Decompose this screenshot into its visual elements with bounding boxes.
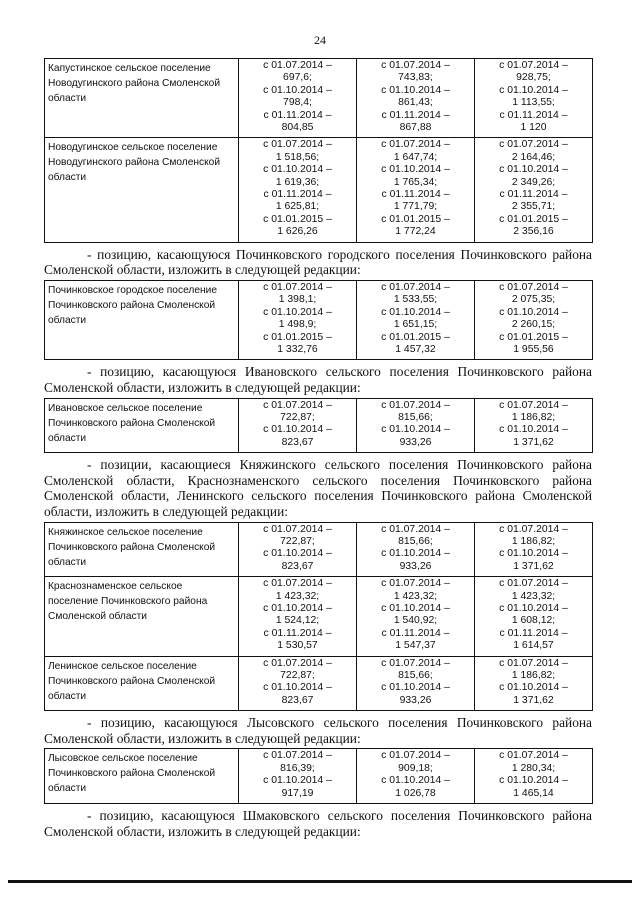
tariff-line: с 01.10.2014 – <box>381 682 450 694</box>
tariff-cell <box>475 749 593 804</box>
tariff-table <box>44 398 593 454</box>
tariff-line: с 01.10.2014 – <box>263 424 332 436</box>
tariff-line: 867,88 <box>399 122 432 134</box>
tariff-line: 1 371,62 <box>513 560 554 572</box>
settlement-name: Лысовское сельское поселение Починковского района Смоленской области <box>45 749 239 804</box>
tariff-line: с 01.11.2014 – <box>263 109 332 121</box>
tariff-line: с 01.11.2014 – <box>263 627 332 639</box>
tariff-line: 1 186,82; <box>511 669 556 681</box>
tariff-cell <box>475 138 593 242</box>
tariff-line: с 01.07.2014 – <box>263 281 332 293</box>
tariff-line: с 01.07.2014 – <box>263 750 332 762</box>
tariff-line: с 01.10.2014 – <box>263 306 332 318</box>
tariff-line: 1 772,24 <box>395 226 436 238</box>
tariff-line: 1 614,57 <box>513 640 554 652</box>
tariff-line: 1 026,78 <box>395 787 436 799</box>
tariff-line: с 01.11.2014 – <box>381 109 450 121</box>
tariff-line: 2 356,16 <box>513 226 554 238</box>
tariff-cell <box>357 749 475 804</box>
tariff-line: с 01.10.2014 – <box>381 306 450 318</box>
tariff-line: с 01.11.2014 – <box>499 189 568 201</box>
tariff-table <box>44 748 593 804</box>
table-row <box>45 656 593 711</box>
tariff-cell <box>357 522 475 577</box>
tariff-line: 815,66; <box>398 669 433 681</box>
tariff-line: 1 540,92; <box>393 615 438 627</box>
settlement-name: Княжинское сельское поселение Починковского района Смоленской области <box>45 522 239 577</box>
tariff-line: 1 398,1; <box>278 294 317 306</box>
tariff-line: с 01.07.2014 – <box>263 60 332 71</box>
tariff-cell <box>239 138 357 242</box>
bottom-rule <box>8 880 632 883</box>
tariff-line: 815,66; <box>398 535 433 547</box>
tariff-line: с 01.10.2014 – <box>263 682 332 694</box>
tariff-cell <box>239 749 357 804</box>
table-row <box>45 138 593 242</box>
tariff-line: с 01.07.2014 – <box>381 281 450 293</box>
tariff-line: с 01.07.2014 – <box>499 523 568 535</box>
tariff-cell <box>475 577 593 656</box>
tariff-line: с 01.07.2014 – <box>381 750 450 762</box>
tariff-line: 804,85 <box>281 122 314 134</box>
tariff-line: 816,39; <box>280 762 315 774</box>
tariff-line: 1 186,82; <box>511 535 556 547</box>
tariff-line: 823,67 <box>281 436 314 448</box>
tariff-line: с 01.10.2014 – <box>263 164 332 176</box>
tariff-line: 2 075,35; <box>511 294 556 306</box>
tariff-line: с 01.11.2014 – <box>381 627 450 639</box>
tariff-line: 1 498,9; <box>278 319 317 331</box>
tariff-line: 1 608,12; <box>511 615 556 627</box>
tariff-line: с 01.10.2014 – <box>499 424 568 436</box>
tariff-line: 1 465,14 <box>513 787 554 799</box>
tariff-line: с 01.10.2014 – <box>499 164 568 176</box>
tariff-line: с 01.10.2014 – <box>381 424 450 436</box>
tariff-cell <box>357 138 475 242</box>
tariff-line: 1 619,36; <box>275 176 320 188</box>
settlement-name: Капустинское сельское поселение Новодугинского района Смоленской области <box>45 59 239 138</box>
tariff-line: 1 771,79; <box>393 201 438 213</box>
tariff-cell <box>357 577 475 656</box>
tariff-line: с 01.10.2014 – <box>499 602 568 614</box>
tariff-line: 722,87; <box>280 535 315 547</box>
tariff-line: с 01.11.2014 – <box>499 109 568 121</box>
tariff-line: 1 371,62 <box>513 694 554 706</box>
tariff-line: 1 533,55; <box>393 294 438 306</box>
tariff-line: с 01.07.2014 – <box>499 750 568 762</box>
tariff-line: с 01.10.2014 – <box>263 602 332 614</box>
tariff-line: 823,67 <box>281 694 314 706</box>
instruction-paragraph: - позицию, касающуюся Ивановского сельского поселения Починковского района Смоленской области, изложить в следующей редакции: <box>44 364 592 395</box>
tariff-line: 928,75; <box>516 72 551 84</box>
tariff-table <box>44 58 593 243</box>
table-row <box>45 522 593 577</box>
tariff-line: с 01.07.2014 – <box>381 657 450 669</box>
tariff-line: с 01.07.2014 – <box>263 399 332 411</box>
tariff-line: 1 423,32; <box>275 590 320 602</box>
tariff-line: 1 423,32; <box>393 590 438 602</box>
tariff-line: с 01.07.2014 – <box>499 139 568 151</box>
tariff-line: с 01.01.2015 – <box>263 213 332 225</box>
tariff-line: с 01.10.2014 – <box>263 775 332 787</box>
tariff-line: 1 765,34; <box>393 176 438 188</box>
tariff-line: 2 260,15; <box>511 319 556 331</box>
tariff-line: с 01.10.2014 – <box>499 682 568 694</box>
tariff-cell <box>475 522 593 577</box>
table-row <box>45 280 593 359</box>
instruction-paragraph: - позицию, касающуюся Починковского городского поселения Починковского района Смоленской области, изложить в следующей редакции: <box>44 246 592 278</box>
tariff-line: 815,66; <box>398 411 433 423</box>
tariff-line: 933,26 <box>399 694 432 706</box>
instruction-paragraph: - позиции, касающиеся Княжинского сельского поселения Починковского района Смоленской области, Краснознаменского сельского поселения Починковского района Смоленской области, Ленинского сельского поселения Починковского района Смоленской области, изложить в следующей редакции: <box>44 457 592 519</box>
settlement-name: Краснознаменское сельское поселение Починковского района Смоленской области <box>45 577 239 656</box>
tariff-line: 823,67 <box>281 560 314 572</box>
tariff-line: 1 371,62 <box>513 436 554 448</box>
tariff-cell <box>357 59 475 138</box>
tariff-line: с 01.07.2014 – <box>499 657 568 669</box>
tariff-line: 1 113,55; <box>512 97 555 109</box>
tariff-line: 1 625,81; <box>275 201 320 213</box>
tariff-line: 2 355,71; <box>511 201 556 213</box>
table-row <box>45 59 593 138</box>
tariff-line: с 01.07.2014 – <box>381 139 450 151</box>
tariff-line: 1 457,32 <box>395 343 436 355</box>
tariff-line: 798,4; <box>283 97 312 109</box>
tariff-line: 2 349,26; <box>511 176 556 188</box>
tariff-line: с 01.10.2014 – <box>499 84 568 96</box>
tariff-line: с 01.01.2015 – <box>263 331 332 343</box>
tariff-line: с 01.07.2014 – <box>499 399 568 411</box>
tariff-line: с 01.01.2015 – <box>381 331 450 343</box>
table-row <box>45 749 593 804</box>
tariff-cell <box>357 656 475 711</box>
tariff-line: с 01.07.2014 – <box>263 657 332 669</box>
tariff-cell <box>475 59 593 138</box>
tariff-table <box>44 280 593 360</box>
tariff-line: с 01.10.2014 – <box>381 84 450 96</box>
tariff-line: 1 547,37 <box>395 640 436 652</box>
tariff-line: с 01.07.2014 – <box>263 523 332 535</box>
tariff-line: с 01.07.2014 – <box>499 281 568 293</box>
tariff-cell <box>239 280 357 359</box>
table-row <box>45 398 593 453</box>
tariff-line: 1 524,12; <box>275 615 320 627</box>
instruction-paragraph: - позицию, касающуюся Лысовского сельского поселения Починковского района Смоленской области, изложить в следующей редакции: <box>44 715 592 746</box>
tariff-line: с 01.11.2014 – <box>381 189 450 201</box>
tariff-line: с 01.10.2014 – <box>381 548 450 560</box>
page-number: 24 <box>314 33 326 47</box>
tariff-cell <box>475 280 593 359</box>
tariff-line: с 01.10.2014 – <box>381 602 450 614</box>
tariff-line: 1 120 <box>520 122 547 134</box>
tariff-line: с 01.07.2014 – <box>263 578 332 590</box>
tariff-cell <box>239 577 357 656</box>
tariff-line: с 01.07.2014 – <box>381 60 450 71</box>
settlement-name: Новодугинское сельское поселение Новодугинского района Смоленской области <box>45 138 239 242</box>
tariff-line: 933,26 <box>399 560 432 572</box>
tariff-line: с 01.07.2014 – <box>381 578 450 590</box>
tariff-line: с 01.07.2014 – <box>381 399 450 411</box>
tariff-line: с 01.07.2014 – <box>499 60 568 71</box>
tariff-line: с 01.10.2014 – <box>499 775 568 787</box>
tariff-line: 1 626,26 <box>277 226 318 238</box>
tariff-line: с 01.11.2014 – <box>263 189 332 201</box>
tariff-line: 1 280,34; <box>511 762 556 774</box>
tariff-line: с 01.01.2015 – <box>499 213 568 225</box>
tariff-table <box>44 522 593 712</box>
tariff-line: 743,83; <box>398 72 433 84</box>
tariff-line: с 01.07.2014 – <box>499 578 568 590</box>
tariff-line: с 01.11.2014 – <box>499 627 568 639</box>
tariff-line: 1 651,15; <box>393 319 438 331</box>
tariff-line: 933,26 <box>399 436 432 448</box>
settlement-name: Ленинское сельское поселение Починковского района Смоленской области <box>45 656 239 711</box>
tariff-cell <box>357 280 475 359</box>
document-body <box>44 58 592 841</box>
tariff-line: 861,43; <box>398 97 433 109</box>
tariff-line: с 01.10.2014 – <box>381 164 450 176</box>
table-row <box>45 577 593 656</box>
tariff-cell <box>475 398 593 453</box>
tariff-cell <box>239 656 357 711</box>
tariff-line: 1 518,56; <box>275 151 320 163</box>
tariff-cell <box>239 522 357 577</box>
tariff-line: 697,6; <box>283 72 312 84</box>
tariff-cell <box>239 59 357 138</box>
tariff-line: с 01.10.2014 – <box>263 84 332 96</box>
tariff-line: 1 530,57 <box>277 640 318 652</box>
tariff-line: 1 186,82; <box>511 411 556 423</box>
tariff-line: 909,18; <box>398 762 433 774</box>
tariff-cell <box>357 398 475 453</box>
tariff-line: с 01.01.2015 – <box>499 331 568 343</box>
tariff-line: 2 164,46; <box>511 151 556 163</box>
tariff-line: с 01.10.2014 – <box>381 775 450 787</box>
tariff-line: 1 332,76 <box>277 343 318 355</box>
settlement-name: Ивановское сельское поселение Починковского района Смоленской области <box>45 398 239 453</box>
tariff-line: 1 647,74; <box>393 151 438 163</box>
tariff-line: 917,19 <box>281 787 314 799</box>
tariff-line: 722,87; <box>280 411 315 423</box>
tariff-line: 1 955,56 <box>513 343 554 355</box>
tariff-line: с 01.01.2015 – <box>381 213 450 225</box>
tariff-line: с 01.10.2014 – <box>499 306 568 318</box>
tariff-cell <box>239 398 357 453</box>
tariff-line: с 01.07.2014 – <box>263 139 332 151</box>
tariff-line: с 01.10.2014 – <box>499 548 568 560</box>
tariff-line: 1 423,32; <box>511 590 556 602</box>
tariff-line: с 01.07.2014 – <box>381 523 450 535</box>
settlement-name: Починковское городское поселение Починковского района Смоленской области <box>45 280 239 359</box>
tariff-cell <box>475 656 593 711</box>
tariff-line: 722,87; <box>280 669 315 681</box>
tariff-line: с 01.10.2014 – <box>263 548 332 560</box>
instruction-paragraph: - позицию, касающуюся Шмаковского сельского поселения Починковского района Смоленской области, изложить в следующей редакции: <box>44 808 592 839</box>
